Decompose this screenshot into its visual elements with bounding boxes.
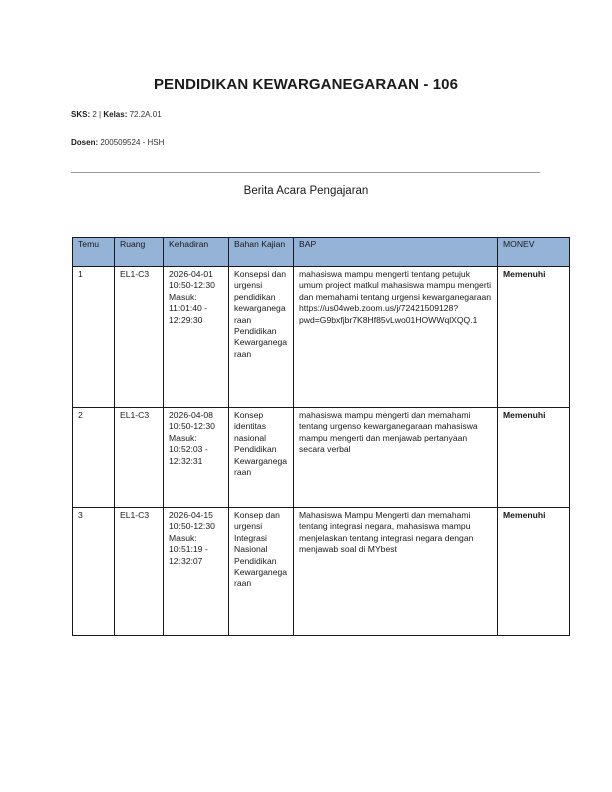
cell-bap: mahasiswa mampu mengerti dan memahami tentang urgenso kewarganegaraan mahasiswa mampu mengerti dan menjawab pertanyaan secara verbal xyxy=(294,408,498,508)
cell-ruang: EL1-C3 xyxy=(115,267,164,408)
cell-monev: Memenuhi xyxy=(498,508,570,636)
horizontal-divider xyxy=(71,172,540,173)
dosen-label: Dosen: xyxy=(71,138,99,147)
header-bahan-kajian: Bahan Kajian xyxy=(229,238,294,267)
header-ruang: Ruang xyxy=(115,238,164,267)
cell-bahan-kajian: Konsep identitas nasional Pendidikan Kewarganegaraan xyxy=(229,408,294,508)
cell-temu: 2 xyxy=(73,408,115,508)
course-meta-line xyxy=(71,110,162,119)
table-header-row xyxy=(73,238,570,267)
cell-kehadiran xyxy=(164,408,229,508)
cell-monev: Memenuhi xyxy=(498,267,570,408)
cell-temu: 1 xyxy=(73,267,115,408)
cell-temu: 3 xyxy=(73,508,115,636)
cell-ruang: EL1-C3 xyxy=(115,408,164,508)
cell-bap: Mahasiswa Mampu Mengerti dan memahami tentang integrasi negara, mahasiswa mampu menjelaskan tentang integrasi negara dengan menjawab soal di MYbest xyxy=(294,508,498,636)
sks-label: SKS: xyxy=(71,110,91,119)
cell-kehadiran xyxy=(164,267,229,408)
cell-monev: Memenuhi xyxy=(498,408,570,508)
table-row xyxy=(73,408,570,508)
cell-bahan-kajian: Konsep dan urgensi Integrasi Nasional Pendidikan Kewarganegaraan xyxy=(229,508,294,636)
sks-value: 2 xyxy=(92,110,97,119)
dosen-value: 200509524 - HSH xyxy=(100,138,165,147)
cell-bahan-kajian: Konsepsi dan urgensi pendidikan kewarganegaraan Pendidikan Kewarganegaraan xyxy=(229,267,294,408)
kelas-label: Kelas: xyxy=(103,110,128,119)
table-row xyxy=(73,508,570,636)
course-title: PENDIDIKAN KEWARGANEGARAAN - 106 xyxy=(153,76,459,93)
kehadiran-masuk: Masuk: 10:51:19 - 12:32:07 xyxy=(169,532,208,566)
meta-separator: | xyxy=(99,110,102,119)
header-kehadiran: Kehadiran xyxy=(164,238,229,267)
kehadiran-masuk: Masuk: 11:01:40 - 12:29:30 xyxy=(169,291,208,325)
section-subtitle: Berita Acara Pengajaran xyxy=(243,185,369,197)
kehadiran-masuk: Masuk: 10:52:03 - 12:32:31 xyxy=(169,432,208,466)
teaching-report-table xyxy=(72,237,570,636)
table-row xyxy=(73,267,570,408)
cell-ruang: EL1-C3 xyxy=(115,508,164,636)
kehadiran-date: 2026-04-08 10:50-12:30 xyxy=(169,410,215,432)
cell-kehadiran xyxy=(164,508,229,636)
lecturer-line xyxy=(71,138,164,147)
kehadiran-date: 2026-04-15 10:50-12:30 xyxy=(169,510,215,532)
header-temu: Temu xyxy=(73,238,115,267)
header-monev: MONEV xyxy=(498,238,570,267)
cell-bap: mahasiswa mampu mengerti tentang petujuk umum project matkul mahasiswa mampu mengerti dan memahami tentang urgensi kewarganegaraan https://us04web.zoom.us/j/72421509128?pwd=G9bxfjbr7K8Hf85vLwo01HOWWqlXQQ.1 xyxy=(294,267,498,408)
header-bap: BAP xyxy=(294,238,498,267)
kehadiran-date: 2026-04-01 10:50-12:30 xyxy=(169,269,215,291)
kelas-value: 72.2A.01 xyxy=(129,110,162,119)
